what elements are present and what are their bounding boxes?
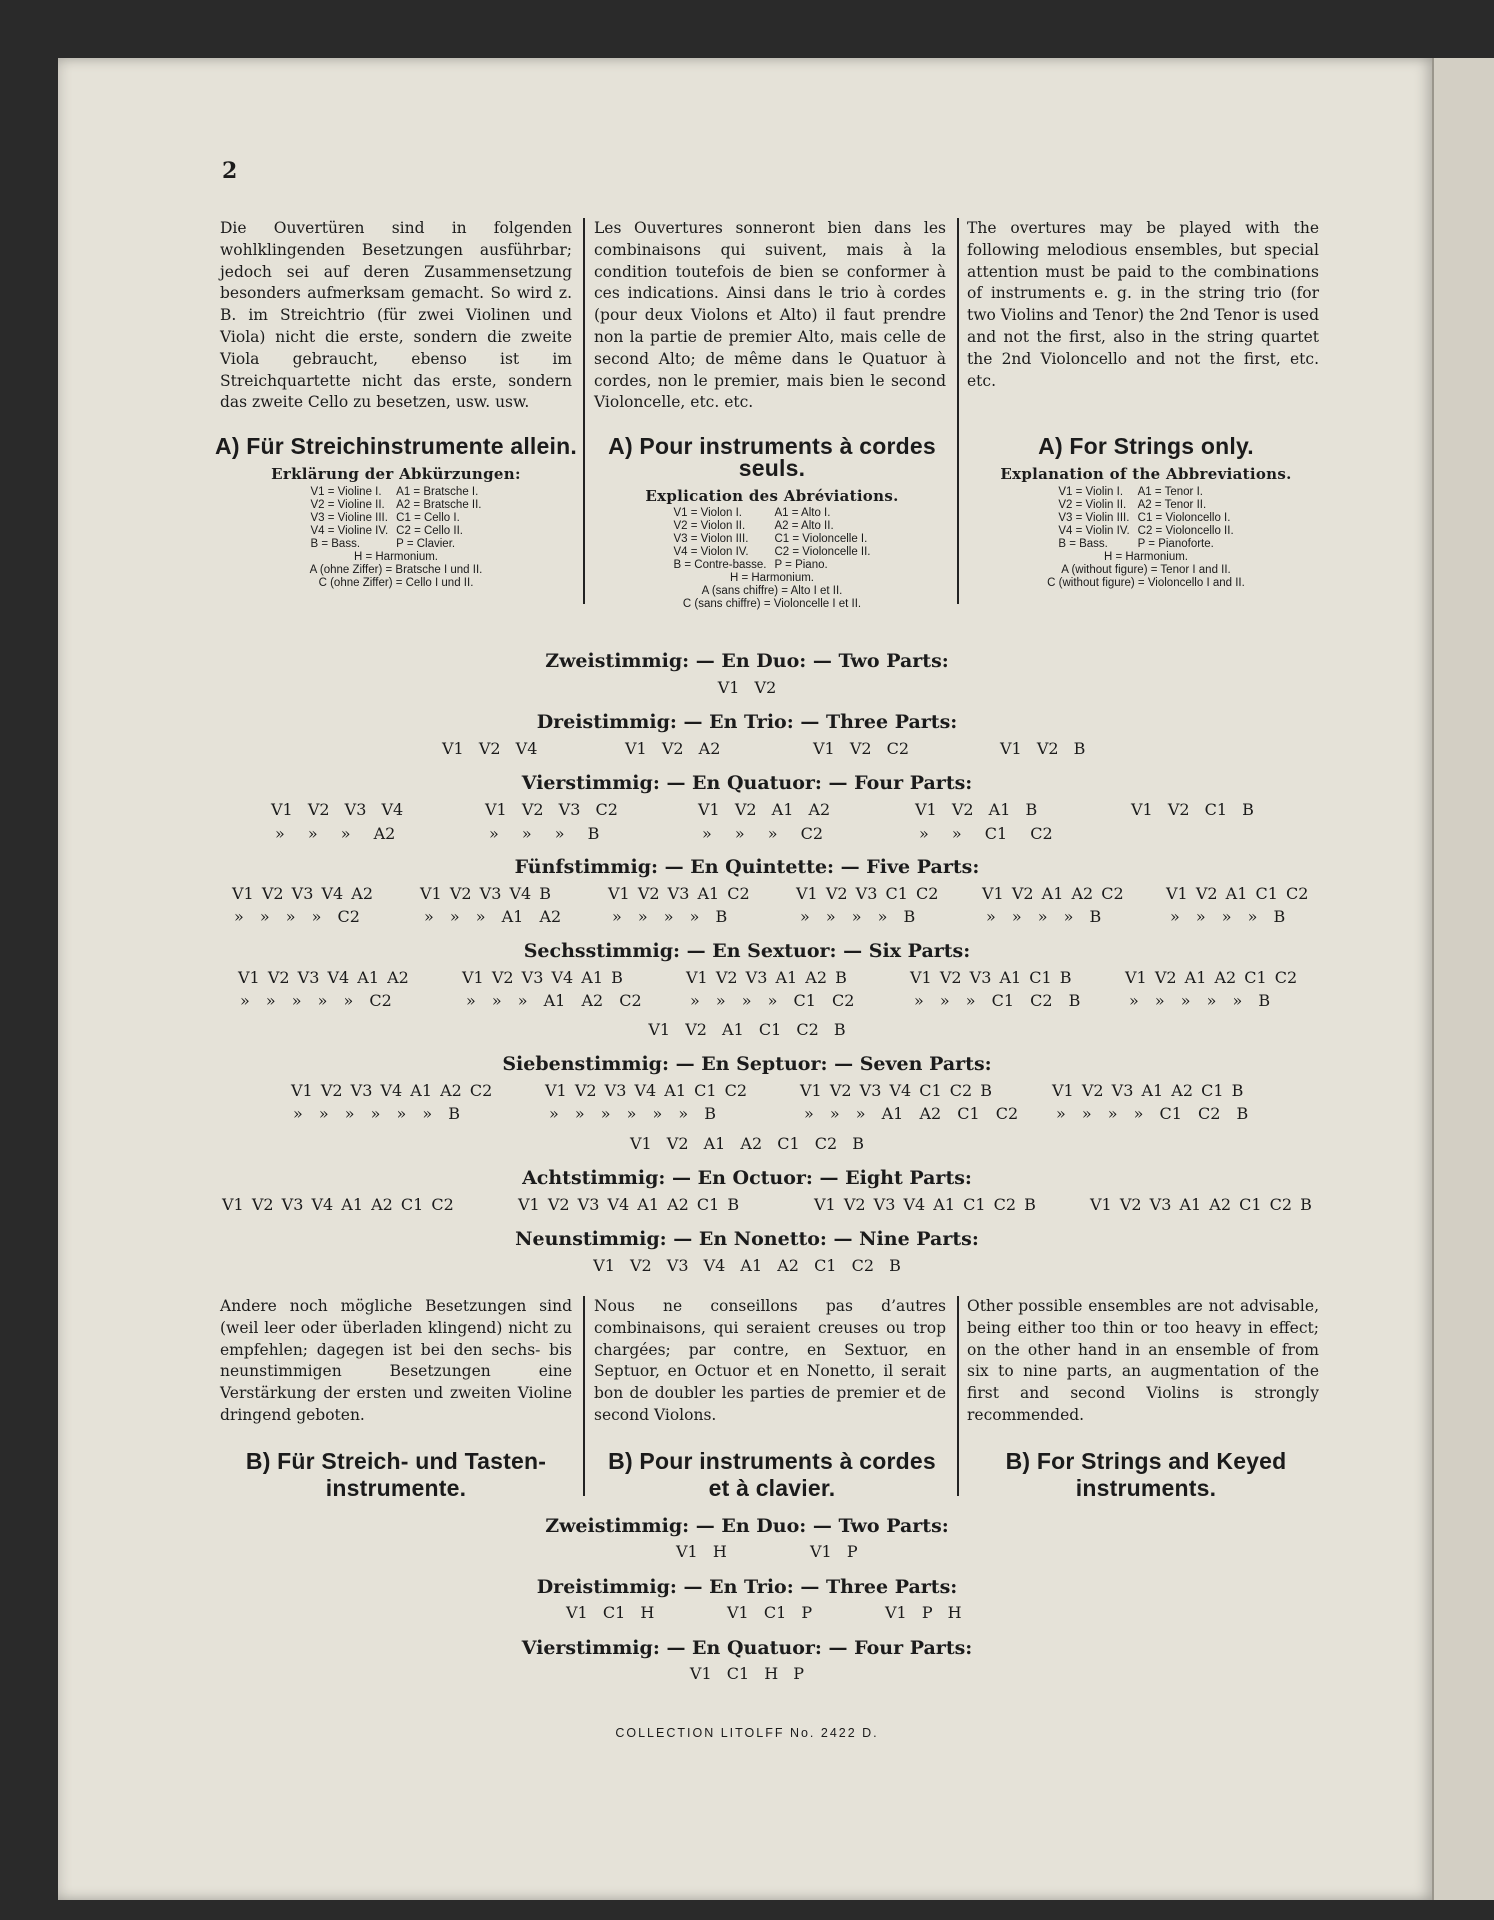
column-divider	[583, 1296, 585, 1496]
combo: » » » C2	[702, 824, 824, 843]
trio-heading: Dreistimmig: — En Trio: — Three Parts:	[536, 711, 958, 733]
sextet-row-2	[0, 991, 1494, 1013]
septet-extra: V1 V2 A1 A2 C1 C2 B	[629, 1134, 865, 1153]
section-a-de	[214, 433, 578, 590]
combo: » » » A1 A2	[424, 907, 562, 926]
combo: » » » C1 C2 B	[914, 991, 1081, 1010]
combo: V1 V2 A1 B	[915, 800, 1038, 819]
combo: » » » A2	[275, 824, 396, 843]
column-divider	[583, 218, 585, 604]
sextet-heading: Sechsstimmig: — En Sextuor: — Six Parts:	[523, 940, 971, 962]
combo: » » » » B	[800, 907, 916, 926]
section-a-en	[964, 433, 1328, 590]
octet-heading: Achtstimmig: — En Octuor: — Eight Parts:	[522, 1167, 972, 1189]
quintet-heading: Fünfstimmig: — En Quintette: — Five Parts:	[514, 856, 980, 878]
duo-heading: Zweistimmig: — En Duo: — Two Parts:	[545, 650, 949, 672]
combo: V1 V2 A1 C1 C2	[1166, 884, 1309, 903]
combo: V1 V2 V3 V4 A1 A2 C1 B	[518, 1195, 740, 1214]
abbr-title-de: Erklärung der Abkürzungen:	[271, 464, 521, 483]
combo: V1 V2 V3 V4 A1 A2 C2	[291, 1081, 493, 1100]
combo: » » C1 C2	[919, 824, 1053, 843]
combo: V1 V2 V3 V4 A2	[232, 884, 374, 903]
section-a-title-de: A) Für Streichinstrumente allein.	[215, 433, 577, 459]
combo: » » » » C1 C2	[690, 991, 855, 1010]
combo: V1 V2 V3 C2	[485, 800, 618, 819]
combo: » » » » C1 C2 B	[1056, 1104, 1249, 1123]
quintet-row-2	[0, 907, 1494, 929]
quartet-heading: Vierstimmig: — En Quatuor: — Four Parts:	[521, 772, 973, 794]
quartet-row-2	[0, 824, 1494, 846]
septet-heading: Siebenstimmig: — En Septuor: — Seven Parts:	[502, 1053, 992, 1075]
septet-row-1	[0, 1081, 1494, 1103]
combo: V1 V2 V3 A1 A2 B	[686, 968, 847, 987]
combo: V1 V2 V3 V4	[271, 800, 404, 819]
combo: V1 C1 H	[566, 1603, 655, 1622]
octet-row	[0, 1195, 1494, 1217]
abbr-title-fr: Explication des Abréviations.	[645, 486, 899, 505]
combo: V1 V2 V3 V4 A1 C1 C2	[545, 1081, 748, 1100]
page-number: 2	[222, 158, 238, 184]
combo: V1 V2 B	[1000, 739, 1086, 758]
combo: » » » » B	[1170, 907, 1286, 926]
combo: » » » A1 A2 C1 C2	[804, 1104, 1019, 1123]
septet-row-2	[0, 1104, 1494, 1126]
combo: V1 V2 V3 A1 C1 B	[910, 968, 1072, 987]
combo: V1 V2 V3 V4 C1 C2 B	[800, 1081, 993, 1100]
combo: V1 H	[676, 1542, 727, 1561]
combo: » » » » C2	[234, 907, 360, 926]
combo: V1 V2 A1 A2 C2	[982, 884, 1124, 903]
combo: V1 V2 V3 V4 A1 C1 C2 B	[814, 1195, 1036, 1214]
combo: V1 V2 V3 A1 C2	[608, 884, 750, 903]
combo: » » » » » C2	[240, 991, 392, 1010]
abbr-title-en: Explanation of the Abbreviations.	[1000, 464, 1292, 483]
collection-footer: COLLECTION LITOLFF No. 2422 D.	[615, 1726, 879, 1740]
combo: V1 C1 P	[727, 1603, 813, 1622]
b-duo-row	[0, 1542, 1494, 1564]
combo: V1 V2 V3 V4 A1 A2 C1 C2	[222, 1195, 454, 1214]
duo-combo: V1 V2	[717, 678, 777, 697]
abbr-list-en: V1 = Violin I. A1 = Tenor I. V2 = Violin II. A2 = Tenor II. V3 = Violin III. C1 = Violoncello I. V4 = Violin IV. C2 = Violoncello II. B = Bass. P = Pianoforte. H = Harmonium. A (without figure) = Tenor I and II. C (without figure) = Violoncello I and II.	[1047, 485, 1245, 589]
combo: » » » » B	[612, 907, 728, 926]
other-fr: Nous ne conseillons pas d’autres combinaisons, qui seraient creuses ou trop chargées; par contre, en Sextuor, en Septuor, en Octuor et en Nonetto, il serait bon de doubler les parties de premier et de second Violons.	[594, 1297, 946, 1424]
combo: V1 V2 V4	[442, 739, 538, 758]
intro-fr: Les Ouvertures sonneront bien dans les combinaisons qui suivent, mais à la condition toutefois de bien se conformer à ces indications. Ainsi dans le trio à cordes (pour deux Violons et Alto) il faut prendre non la partie de premier Alto, mais celle de second Alto; de même dans le Quatuor à cordes, non le premier, mais bien le second Violoncelle, etc. etc.	[594, 219, 946, 412]
combo: V1 V2 V3 V4 B	[420, 884, 552, 903]
column-divider	[957, 218, 959, 604]
combo: » » » B	[489, 824, 600, 843]
combo: » » » » » » B	[293, 1104, 461, 1123]
section-b-title-de: B) Für Streich- und Tasten- instrumente.	[245, 1448, 547, 1501]
b-quartet-combo: V1 C1 H P	[689, 1664, 805, 1683]
section-a-title-fr: A) Pour instruments à cordes seuls.	[608, 433, 936, 481]
combo: V1 P	[810, 1542, 858, 1561]
section-b-title-fr: B) Pour instruments à cordes et à clavier.	[608, 1448, 936, 1501]
column-divider	[957, 1296, 959, 1496]
combo: V1 P H	[885, 1603, 962, 1622]
sextet-row-1	[0, 968, 1494, 990]
combo: » » » » » B	[1129, 991, 1271, 1010]
b-duo-heading: Zweistimmig: — En Duo: — Two Parts:	[545, 1515, 949, 1537]
section-a-title-en: A) For Strings only.	[1038, 433, 1254, 459]
intro-en: The overtures may be played with the following melodious ensembles, but special attention must be paid to the combinations of instruments e. g. in the string trio (for two Violins and Tenor) the 2nd Tenor is used and not the first, also in the string quartet the 2nd Violoncello and not the first, etc. etc.	[967, 219, 1319, 390]
combo: V1 V2 C1 B	[1131, 800, 1254, 819]
b-quartet-heading: Vierstimmig: — En Quatuor: — Four Parts:	[521, 1637, 973, 1659]
b-trio-heading: Dreistimmig: — En Trio: — Three Parts:	[536, 1576, 958, 1598]
quartet-row-1	[0, 800, 1494, 822]
abbr-list-fr: V1 = Violon I. A1 = Alto I. V2 = Violon II. A2 = Alto II. V3 = Violon III. C1 = Violoncelle I. V4 = Violon IV. C2 = Violoncelle II. B = Contre-basse. P = Piano. H = Harmonium. A (sans chiffre) = Alto I et II. C (sans chiffre) = Violoncelle I et II.	[673, 507, 871, 611]
other-en: Other possible ensembles are not advisable, being either too thin or too heavy in effect; on the other hand in an ensemble of from six to nine parts, an augmentation of the first and second Violins is strongly recommended.	[967, 1297, 1319, 1424]
other-de: Andere noch mögliche Besetzungen sind (weil leer oder überladen klingend) nicht zu empfehlen; dagegen ist bei den sechs- bis neunstimmigen Besetzungen eine Verstärkung der ersten und zweiten Violine dringend geboten.	[220, 1297, 572, 1424]
intro-de: Die Ouvertüren sind in folgenden wohlklingenden Besetzungen ausführbar; jedoch sei auf deren Zusammensetzung besonders aufmerksam gemacht. So wird z. B. im Streichtrio (für zwei Violinen und Viola) nicht die erste, sondern die zweite Viola gebraucht, ebenso ist im Streichquartette nicht das erste, sondern das zweite Cello zu besetzen, usw. usw.	[220, 219, 572, 412]
section-b-title-en: B) For Strings and Keyed instruments.	[1005, 1448, 1287, 1501]
combo: V1 V2 V3 V4 A1 B	[462, 968, 623, 987]
trio-row	[0, 739, 1494, 761]
combo: » » » » B	[986, 907, 1102, 926]
combo: » » » » » » B	[549, 1104, 717, 1123]
b-trio-row	[0, 1603, 1494, 1625]
combo: V1 V2 A1 A2 C1 C2	[1125, 968, 1298, 987]
combo: V1 V2 C2	[813, 739, 910, 758]
combo: V1 V2 V3 C1 C2	[796, 884, 939, 903]
nonet-combo: V1 V2 V3 V4 A1 A2 C1 C2 B	[593, 1256, 901, 1275]
sextet-extra: V1 V2 A1 C1 C2 B	[648, 1020, 846, 1039]
combo: V1 V2 A2	[625, 739, 721, 758]
nonet-heading: Neunstimmig: — En Nonetto: — Nine Parts:	[515, 1228, 979, 1250]
combo: V1 V2 V3 A1 A2 C1 C2 B	[1090, 1195, 1312, 1214]
combo: V1 V2 V3 A1 A2 C1 B	[1052, 1081, 1244, 1100]
section-a-fr	[590, 433, 954, 611]
combo: » » » A1 A2 C2	[466, 991, 642, 1010]
combo: V1 V2 V3 V4 A1 A2	[238, 968, 409, 987]
abbr-list-de: V1 = Violine I. A1 = Bratsche I. V2 = Violine II. A2 = Bratsche II. V3 = Violine III. C1 = Cello I. V4 = Violine IV. C2 = Cello II. B = Bass. P = Clavier. H = Harmonium. A (ohne Ziffer) = Bratsche I und II. C (ohne Ziffer) = Cello I und II.	[309, 485, 483, 589]
quintet-row-1	[0, 884, 1494, 906]
combo: V1 V2 A1 A2	[698, 800, 831, 819]
